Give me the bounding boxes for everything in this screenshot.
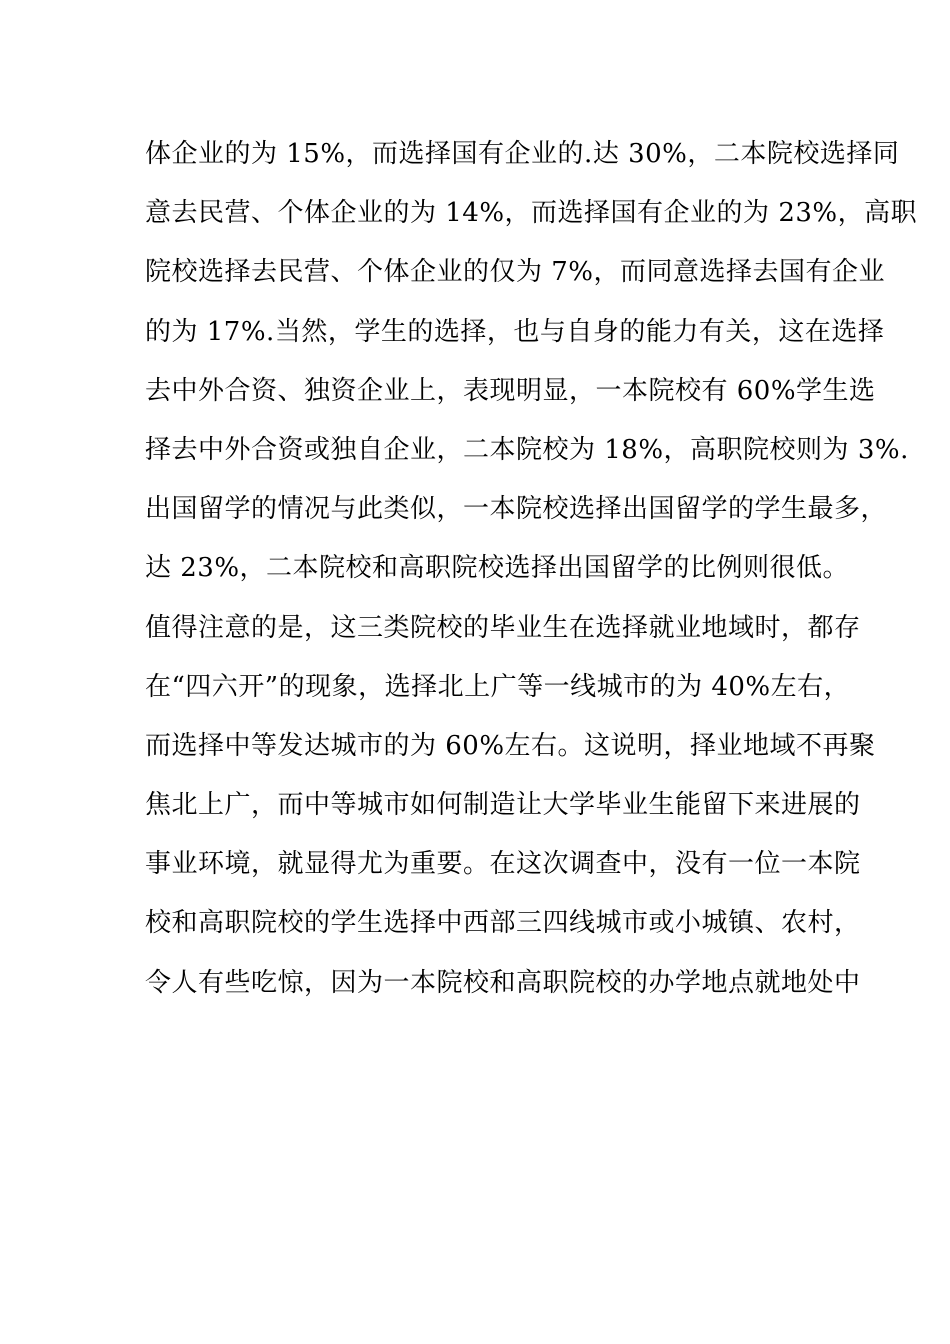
text-line: 院校选择去民营、个体企业的仅为 7%，而同意选择去国有企业 bbox=[145, 257, 886, 288]
text-line: 意去民营、个体企业的为 14%，而选择国有企业的为 23%，高职 bbox=[145, 198, 918, 229]
text-line: 在“四六开”的现象，选择北上广等一线城市的为 40%左右， bbox=[145, 671, 851, 702]
text-line: 达 23%，二本院校和高职院校选择出国留学的比例则很低。 bbox=[145, 553, 850, 584]
text-line: 事业环境，就显得尤为重要。在这次调查中，没有一位一本院 bbox=[145, 849, 861, 880]
text-line: 令人有些吃惊，因为一本院校和高职院校的办学地点就地处中 bbox=[145, 967, 861, 998]
text-line: 焦北上广，而中等城市如何制造让大学毕业生能留下来进展的 bbox=[145, 790, 861, 821]
text-line: 的为 17%.当然，学生的选择，也与自身的能力有关，这在选择 bbox=[145, 316, 885, 347]
text-line: 出国留学的情况与此类似，一本院校选择出国留学的学生最多， bbox=[145, 494, 888, 525]
text-line: 校和高职院校的学生选择中西部三四线城市或小城镇、农村， bbox=[145, 908, 861, 939]
body-text bbox=[145, 131, 918, 1019]
text-line: 值得注意的是，这三类院校的毕业生在选择就业地域时，都存 bbox=[145, 612, 861, 643]
text-line: 择去中外合资或独自企业，二本院校为 18%，高职院校则为 3%. bbox=[145, 434, 909, 465]
text-line: 去中外合资、独资企业上，表现明显，一本院校有 60%学生选 bbox=[145, 375, 876, 406]
text-line: 体企业的为 15%，而选择国有企业的.达 30%，二本院校选择同 bbox=[145, 139, 900, 169]
text-line: 而选择中等发达城市的为 60%左右。这说明，择业地域不再聚 bbox=[145, 730, 876, 761]
